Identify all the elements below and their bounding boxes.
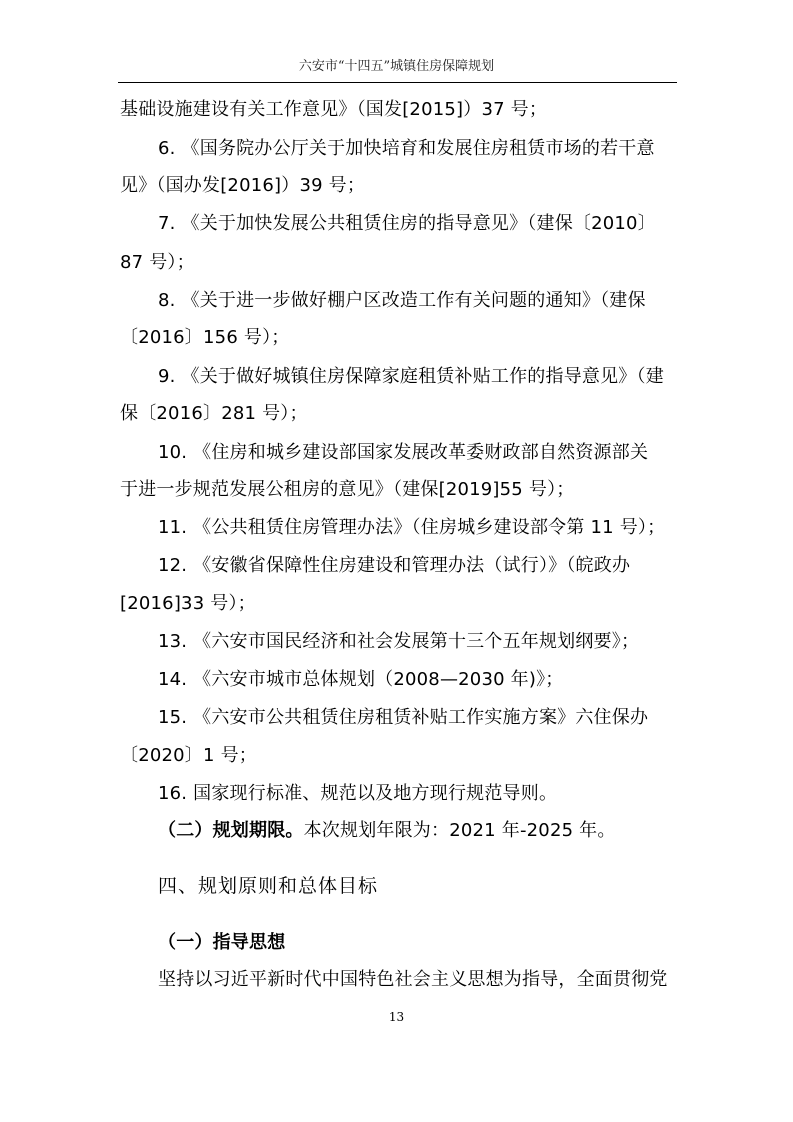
text-line: 〔2020〕1 号； (120, 745, 257, 766)
list-item-13: 13. 《六安市国民经济和社会发展第十三个五年规划纲要》； (158, 631, 640, 652)
text-line: [2016]33 号）； (120, 593, 256, 614)
section-heading: 四、规划原则和总体目标 (158, 875, 379, 897)
planning-period-label: （二）规划期限。 (158, 820, 304, 841)
text-line: 87 号）； (120, 252, 195, 273)
page-header-title: 六安市“十四五”城镇住房保障规划 (298, 59, 495, 74)
text-line: 坚持以习近平新时代中国特色社会主义思想为指导，全面贯彻党 (158, 969, 668, 990)
list-item-6: 6. 《国务院办公厅关于加快培育和发展住房租赁市场的若干意 (158, 138, 655, 159)
list-item-16: 16. 国家现行标准、规范以及地方现行规范导则。 (158, 783, 558, 804)
subsection-heading: （一）指导思想 (158, 932, 286, 953)
list-item-8: 8. 《关于进一步做好棚户区改造工作有关问题的通知》（建保 (158, 290, 646, 311)
text-line: 见》（国办发[2016]）39 号； (120, 175, 366, 196)
planning-period-text: 本次规划年限为：2021 年-2025 年。 (303, 820, 616, 841)
list-item-12: 12. 《安徽省保障性住房建设和管理办法（试行）》（皖政办 (158, 555, 631, 576)
text-line: 〔2016〕156 号）； (120, 327, 290, 348)
text-line: 于进一步规范发展公租房的意见》（建保[2019]55 号）； (120, 479, 575, 500)
list-item-11: 11. 《公共租赁住房管理办法》（住房城乡建设部令第 11 号）； (158, 517, 666, 538)
text-line: 保〔2016〕281 号）； (120, 403, 308, 424)
list-item-9: 9. 《关于做好城镇住房保障家庭租赁补贴工作的指导意见》（建 (158, 366, 664, 387)
list-item-15: 15. 《六安市公共租赁住房租赁补贴工作实施方案》六住保办 (158, 707, 649, 728)
page-number: 13 (388, 1010, 405, 1024)
list-item-10: 10. 《住房和城乡建设部国家发展改革委财政部自然资源部关 (158, 442, 649, 463)
list-item-7: 7. 《关于加快发展公共租赁住房的指导意见》（建保〔2010〕 (158, 213, 656, 234)
text-line: 基础设施建设有关工作意见》（国发[2015]）37 号； (120, 99, 548, 120)
list-item-14: 14. 《六安市城市总体规划（2008—2030 年)》； (158, 669, 564, 690)
header-divider (118, 82, 677, 83)
planning-period (158, 819, 680, 843)
